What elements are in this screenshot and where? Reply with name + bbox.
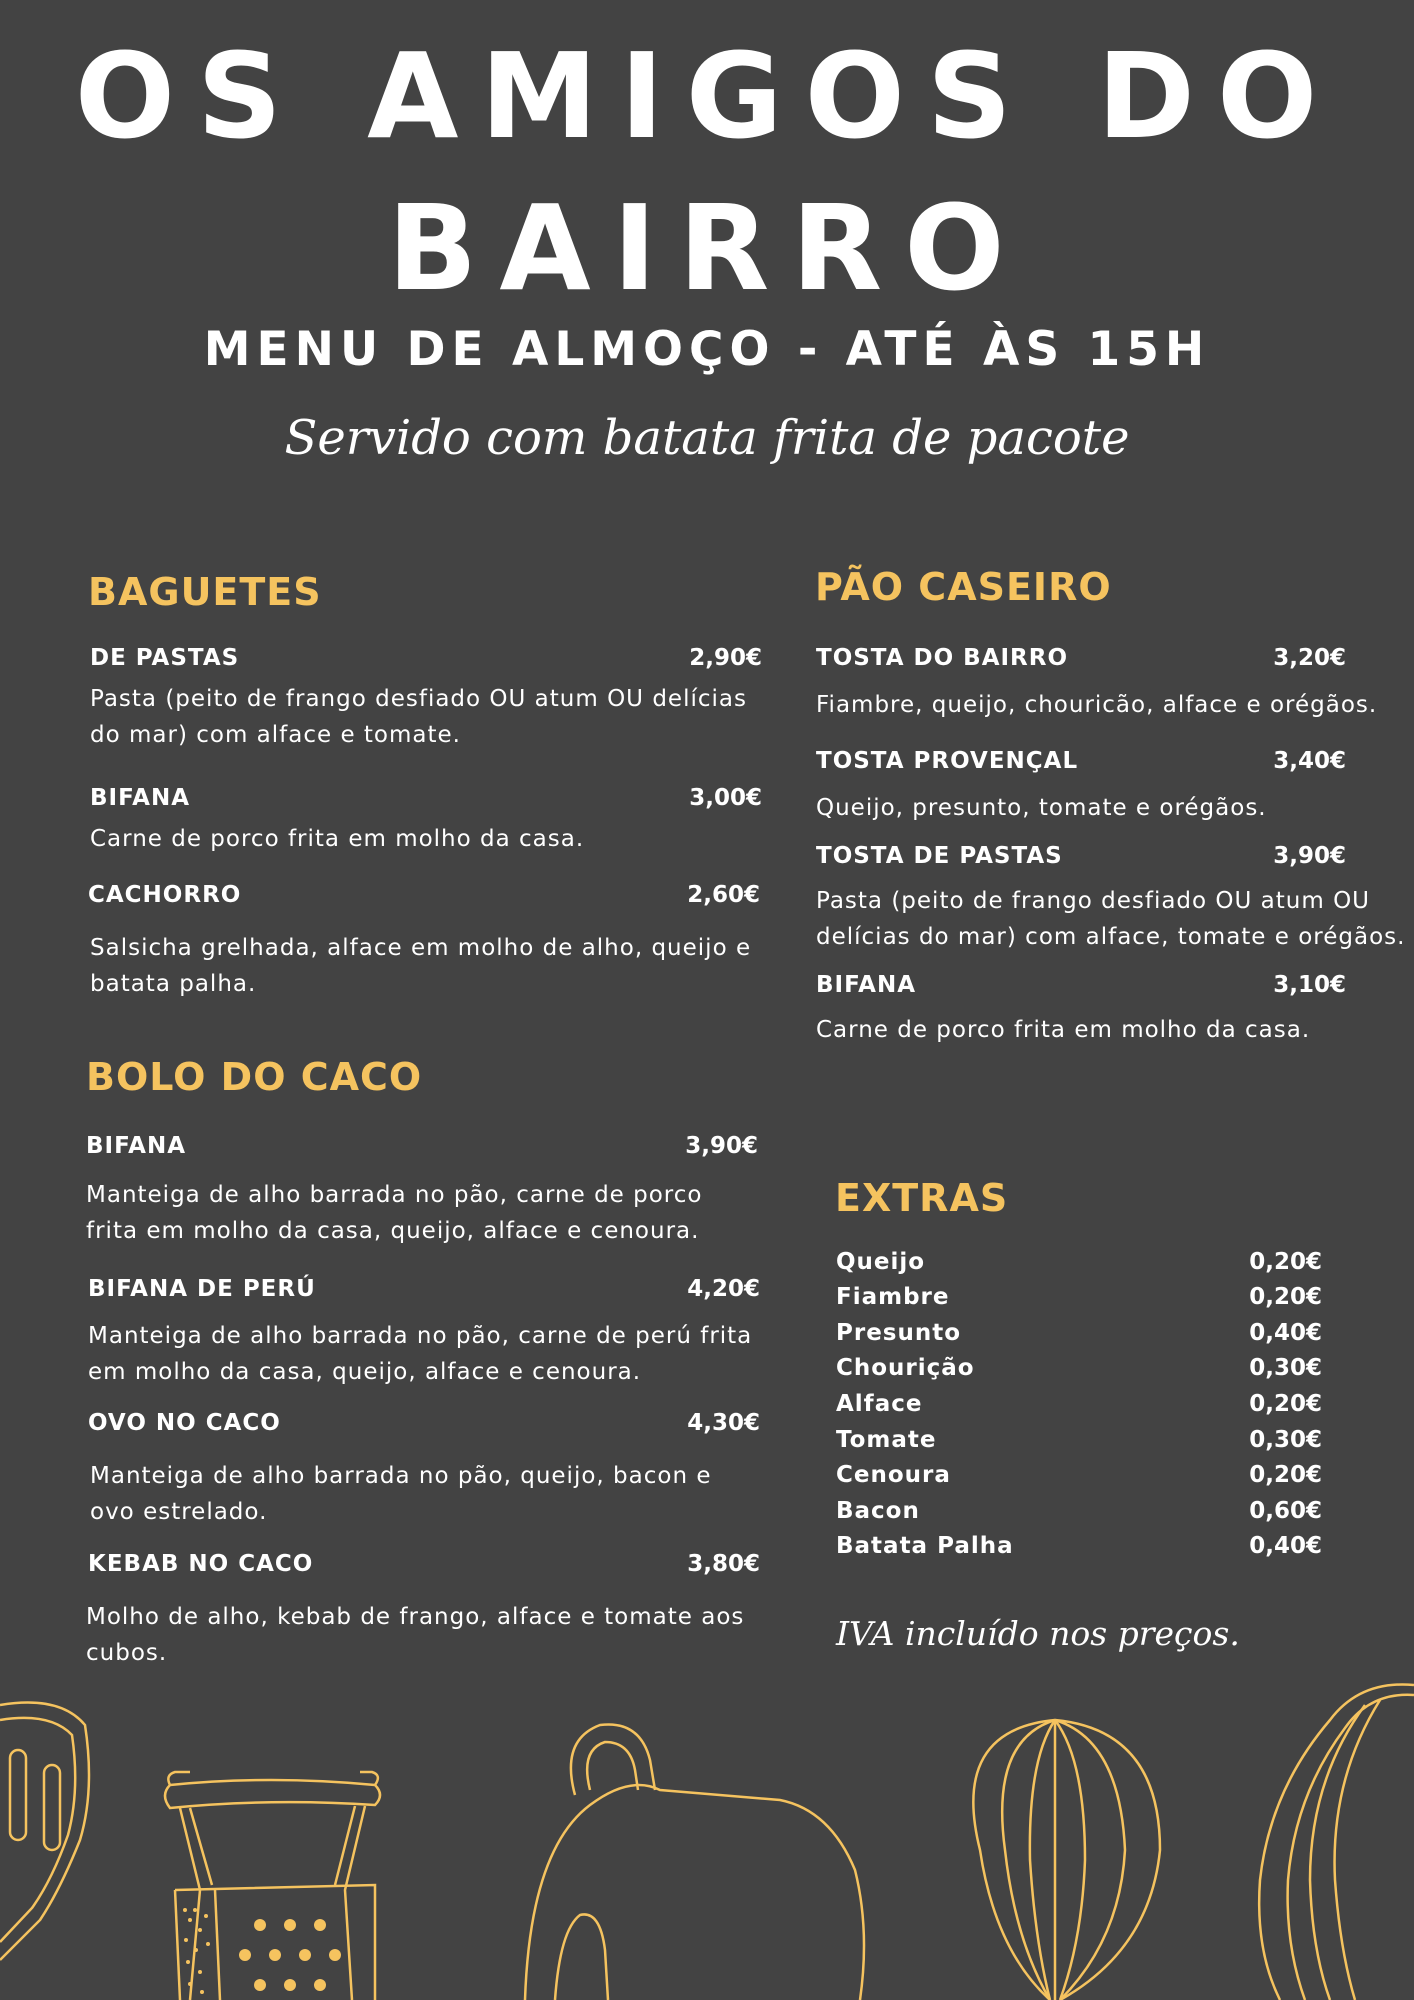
extra-item: [836, 1320, 1322, 1354]
ladle-icon: [1259, 1684, 1414, 2000]
item-price: 3,40€: [1273, 748, 1346, 774]
item-price: 3,80€: [687, 1551, 760, 1577]
item-description: Salsicha grelhada, alface em molho de alho, queijo e batata palha.: [90, 935, 752, 997]
restaurant-title: [0, 20, 1414, 324]
item-name: CACHORRO: [88, 882, 242, 908]
extra-item: [836, 1249, 1322, 1283]
item-description: Carne de porco frita em molho da casa.: [816, 1017, 1311, 1043]
spatula-icon: [0, 1703, 89, 1961]
item-price: 4,30€: [687, 1410, 760, 1436]
item-name: BIFANA: [90, 785, 191, 811]
extra-name: Alface: [836, 1391, 923, 1417]
grater-icon: [165, 1772, 380, 2000]
item-description: Queijo, presunto, tomate e orégãos.: [816, 795, 1267, 821]
extra-name: Fiambre: [836, 1284, 950, 1310]
extra-name: Bacon: [836, 1498, 920, 1524]
item-price: 3,10€: [1273, 972, 1346, 998]
item-name: BIFANA: [816, 972, 917, 998]
extra-item: [836, 1462, 1322, 1496]
item-name: TOSTA DO BAIRRO: [816, 645, 1069, 671]
item-name: TOSTA PROVENÇAL: [816, 748, 1079, 774]
title-line-1: OS AMIGOS DO: [74, 27, 1340, 165]
item-price: 3,90€: [685, 1133, 758, 1159]
whisk-icon: [973, 1720, 1160, 2000]
item-name: OVO NO CACO: [88, 1410, 281, 1436]
extra-name: Chourição: [836, 1355, 975, 1381]
section-title-pao-caseiro: PÃO CASEIRO: [815, 565, 1112, 609]
extra-price: 0,20€: [1249, 1462, 1322, 1488]
item-description: Manteiga de alho barrada no pão, carne de perú frita em molho da casa, queijo, alface e cenoura.: [88, 1323, 753, 1385]
extra-name: Queijo: [836, 1249, 926, 1275]
extra-item: [836, 1355, 1322, 1389]
item-name: TOSTA DE PASTAS: [816, 843, 1063, 869]
extra-name: Presunto: [836, 1320, 962, 1346]
item-description: Carne de porco frita em molho da casa.: [90, 826, 585, 852]
extra-price: 0,20€: [1249, 1249, 1322, 1275]
extra-price: 0,30€: [1249, 1355, 1322, 1381]
extra-item: [836, 1498, 1322, 1532]
item-name: BIFANA DE PERÚ: [88, 1276, 316, 1302]
extra-price: 0,20€: [1249, 1391, 1322, 1417]
title-line-2: BAIRRO: [387, 179, 1027, 317]
item-description: Molho de alho, kebab de frango, alface e tomate aos cubos.: [86, 1604, 745, 1666]
extra-item: [836, 1284, 1322, 1318]
item-price: 3,90€: [1273, 843, 1346, 869]
mug-icon: [525, 1724, 864, 2000]
extra-price: 0,30€: [1249, 1427, 1322, 1453]
section-title-bolo-do-caco: BOLO DO CACO: [86, 1055, 423, 1099]
extra-name: Cenoura: [836, 1462, 951, 1488]
item-description: Manteiga de alho barrada no pão, carne de porco frita em molho da casa, queijo, alface e cenoura.: [86, 1182, 703, 1244]
item-description: Fiambre, queijo, chouricão, alface e orégãos.: [816, 692, 1378, 718]
item-name: DE PASTAS: [90, 645, 240, 671]
extra-price: 0,60€: [1249, 1498, 1322, 1524]
vat-note: IVA incluído nos preços.: [836, 1614, 1240, 1653]
item-price: 2,90€: [689, 645, 762, 671]
menu-subtitle: MENU DE ALMOÇO - ATÉ ÀS 15H: [203, 322, 1211, 377]
extra-item: [836, 1391, 1322, 1425]
utensils-illustration: [0, 1680, 1414, 2000]
extra-name: Batata Palha: [836, 1533, 1014, 1559]
extra-item: [836, 1533, 1322, 1567]
extra-price: 0,40€: [1249, 1533, 1322, 1559]
item-price: 2,60€: [687, 882, 760, 908]
extra-item: [836, 1427, 1322, 1461]
extra-name: Tomate: [836, 1427, 937, 1453]
section-title-baguetes: BAGUETES: [88, 570, 322, 614]
item-description: Manteiga de alho barrada no pão, queijo, bacon e ovo estrelado.: [90, 1463, 712, 1525]
item-description: Pasta (peito de frango desfiado OU atum OU delícias do mar) com alface e tomate.: [90, 686, 747, 748]
item-name: KEBAB NO CACO: [88, 1551, 314, 1577]
extra-price: 0,20€: [1249, 1284, 1322, 1310]
extra-price: 0,40€: [1249, 1320, 1322, 1346]
section-title-extras: EXTRAS: [835, 1176, 1009, 1220]
item-description: Pasta (peito de frango desfiado OU atum OU delícias do mar) com alface, tomate e orégãos.: [816, 888, 1406, 950]
item-price: 4,20€: [687, 1276, 760, 1302]
item-price: 3,00€: [689, 785, 762, 811]
item-name: BIFANA: [86, 1133, 187, 1159]
item-price: 3,20€: [1273, 645, 1346, 671]
menu-tagline: Servido com batata frita de pacote: [284, 410, 1130, 466]
